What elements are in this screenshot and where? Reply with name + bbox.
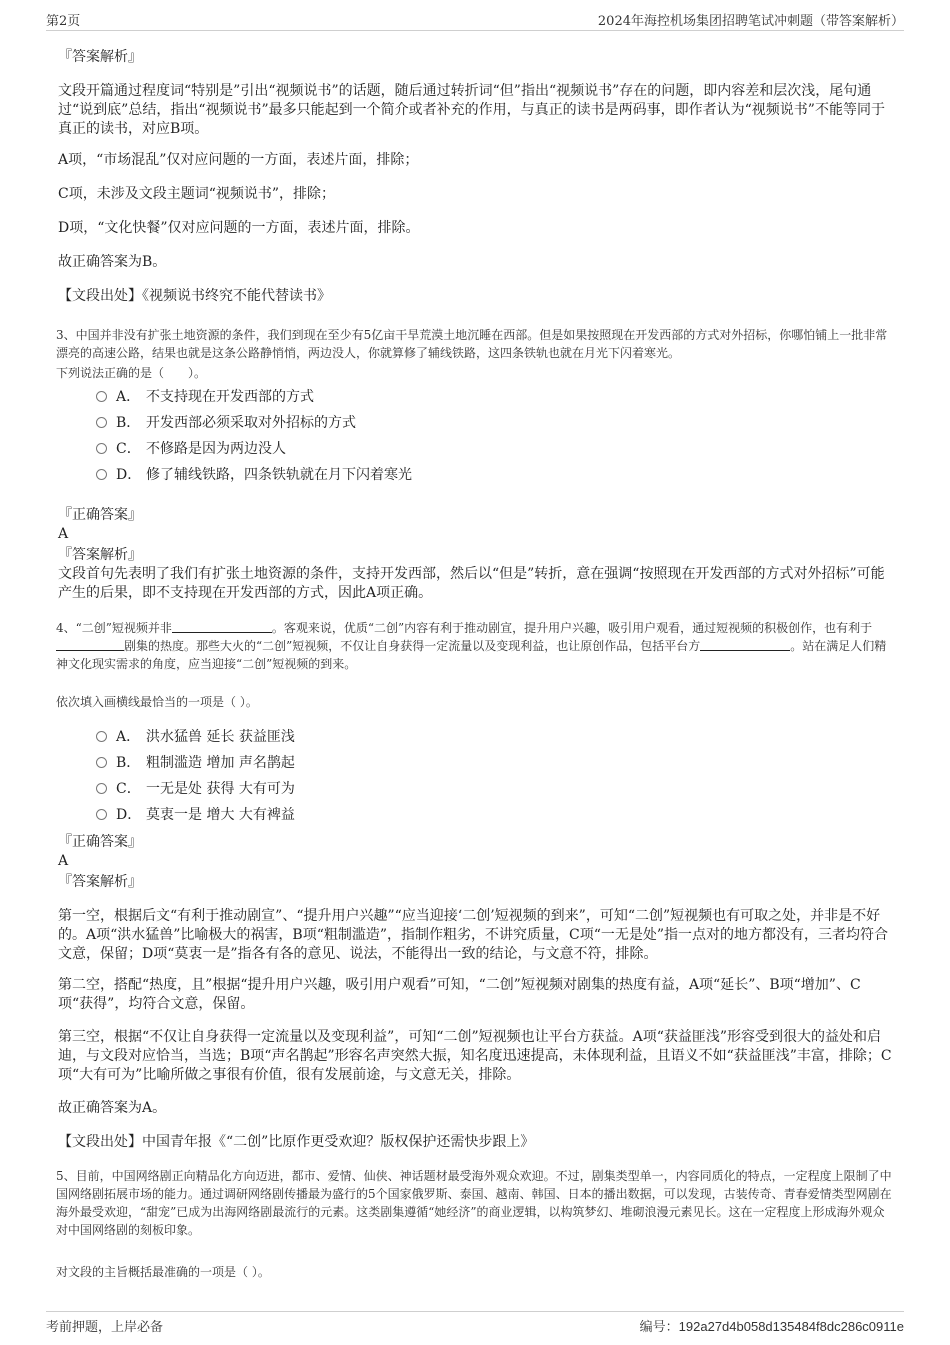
- q4-conclusion: 故正确答案为A。: [58, 1100, 167, 1116]
- radio-icon[interactable]: [96, 783, 107, 794]
- q3-analysis: 文段首句先表明了我们有扩张土地资源的条件，支持开发西部，然后以“但是”转折，意在强调“按照现在开发西部的方式对外招标”可能产生的后果，即不支持现在开发西部的方式，因此A项正确。: [58, 566, 885, 601]
- radio-icon[interactable]: [96, 443, 107, 454]
- q4-analysis-para-3: 第三空，根据“不仅让自身获得一定流量以及变现利益”，可知“二创”短视频也让平台方获益。A项“获益匪浅”形容受到很大的益处和启迪，与文段对应恰当，当选；B项“声名鹊起”形容名声突然大振，知名度迅速提高，未体现利益，且语义不如“获益匪浅”丰富，排除；C项“大有可为”比喻所做之事很有价值，很有发展前途，与文意无关，排除。: [58, 1029, 892, 1083]
- q3-option-d[interactable]: D． 修了辅线铁路，四条铁轨就在月下闪着寒光: [96, 465, 412, 485]
- question-5-stem: 5、目前，中国网络剧正向精品化方向迈进，都市、爱情、仙侠、神话题材最受海外观众欢迎。不过，剧集类型单一，内容同质化的特点，一定程度上限制了中国网络剧拓展市场的能力。通过调研网络剧传播最为盛行的5个国家俄罗斯、泰国、越南、韩国、日本的播出数据，可以发现，古装传奇、青春爱情类型网剧在海外最受欢迎，“甜宠”已成为出海网络剧最流行的元素。这类剧集遵循“她经济”的商业逻辑，以构筑梦幻、堆砌浪漫元素见长。这在一定程度上形成海外观众对中国网络剧的刻板印象。: [56, 1169, 892, 1237]
- page-number: 第2页: [46, 14, 81, 29]
- q4-option-a[interactable]: A． 洪水猛兽 延长 获益匪浅: [96, 727, 295, 747]
- q4-analysis-label: 『答案解析』: [58, 874, 142, 890]
- blank-2: [56, 638, 124, 651]
- radio-icon[interactable]: [96, 809, 107, 820]
- analysis-label: 『答案解析』: [58, 49, 142, 65]
- footer-slogan: 考前押题，上岸必备: [46, 1320, 164, 1335]
- source-citation: 【文段出处】《视频说书终究不能代替读书》: [58, 288, 331, 304]
- q4-analysis-para-1: 第一空，根据后文“有利于推动剧宣”、“提升用户兴趣”“应当迎接‘二创’短视频的到来”，可知“二创”短视频也有可取之处，并非是不好的。A项“洪水猛兽”比喻极大的祸害，B项“粗制滥造”，指制作粗劣，不讲究质量，C项“一无是处”指一点对的地方都没有，三者均符合文意，保留；D项“莫衷一是”指各有各的意见、说法，不能得出一致的结论，与文意不符，排除。: [58, 908, 889, 962]
- document-title: 2024年海控机场集团招聘笔试冲刺题（带答案解析）: [597, 14, 904, 29]
- q3-option-b[interactable]: B． 开发西部必须采取对外招标的方式: [96, 413, 356, 433]
- reason-d: D项，“文化快餐”仅对应问题的一方面，表述片面，排除。: [58, 220, 420, 236]
- q4-option-d[interactable]: D． 莫衷一是 增大 大有裨益: [96, 805, 295, 825]
- q4-answer: A: [58, 853, 69, 869]
- q4-source-citation: 【文段出处】中国青年报《“二创”比原作更受欢迎？版权保护还需快步跟上》: [58, 1134, 535, 1150]
- radio-icon[interactable]: [96, 469, 107, 480]
- question-5-ask: 对文段的主旨概括最准确的一项是（ ）。: [56, 1265, 270, 1279]
- conclusion: 故正确答案为B。: [58, 254, 167, 270]
- footer-code: 编号：192a27d4b058d135484f8dc286c0911e: [639, 1319, 904, 1335]
- page-header: [46, 6, 904, 31]
- q3-analysis-label: 『答案解析』: [58, 547, 142, 563]
- q4-answer-label: 『正确答案』: [58, 834, 142, 850]
- q3-option-c[interactable]: C． 不修路是因为两边没人: [96, 439, 286, 459]
- question-4-stem: 4、“二创”短视频并非 。客观来说，优质“二创”内容有利于推动剧宣，提升用户兴趣，吸引用户观看，通过短视频的积极创作，也有利于剧集的热度。那些大火的“二创”短视频，不仅让自身获得一定流量以及变现利益，也让原创作品，包括平台方 。站在满足人们精神文化现实需求的角度，应当迎接“二创”短视频的到来。: [56, 621, 887, 671]
- q4-analysis-para-2: 第二空，搭配“热度，且”根据“提升用户兴趣，吸引用户观看”可知，“二创”短视频对剧集的热度有益，A项“延长”、B项“增加”、C项“获得”，均符合文意，保留。: [58, 977, 861, 1012]
- q3-option-a[interactable]: A． 不支持现在开发西部的方式: [96, 387, 314, 407]
- page-footer: [46, 1311, 904, 1334]
- radio-icon[interactable]: [96, 417, 107, 428]
- radio-icon[interactable]: [96, 391, 107, 402]
- blank-1: [172, 620, 272, 633]
- q3-answer: A: [58, 526, 69, 542]
- analysis-text: 文段开篇通过程度词“特别是”引出“视频说书”的话题，随后通过转折词“但”指出“视频说书”存在的问题，即内容差和层次浅，尾句通过“说到底”总结，指出“视频说书”最多只能起到一个简介或者补充的作用，与真正的读书是两码事，即作者认为“视频说书”不能等同于真正的读书，对应B项。: [58, 83, 885, 137]
- q3-answer-label: 『正确答案』: [58, 507, 142, 523]
- q4-option-b[interactable]: B． 粗制滥造 增加 声名鹊起: [96, 753, 295, 773]
- radio-icon[interactable]: [96, 757, 107, 768]
- question-3-stem: 3、中国并非没有扩张土地资源的条件，我们到现在至少有5亿亩干旱荒漠土地沉睡在西部。但是如果按照现在开发西部的方式对外招标，你哪怕铺上一批非常漂亮的高速公路，结果也就是这条公路静悄悄，两边没人，你就算修了辅线铁路，这四条铁轨也就在月光下闪着寒光。: [56, 328, 888, 360]
- question-3-ask: 下列说法正确的是（ ）。: [56, 366, 207, 380]
- reason-c: C项，未涉及文段主题词“视频说书”，排除；: [58, 186, 336, 202]
- question-4-ask: 依次填入画横线最恰当的一项是（ ）。: [56, 695, 258, 709]
- blank-3: [700, 638, 790, 651]
- radio-icon[interactable]: [96, 731, 107, 742]
- q4-option-c[interactable]: C． 一无是处 获得 大有可为: [96, 779, 295, 799]
- reason-a: A项，“市场混乱”仅对应问题的一方面，表述片面，排除；: [58, 152, 419, 168]
